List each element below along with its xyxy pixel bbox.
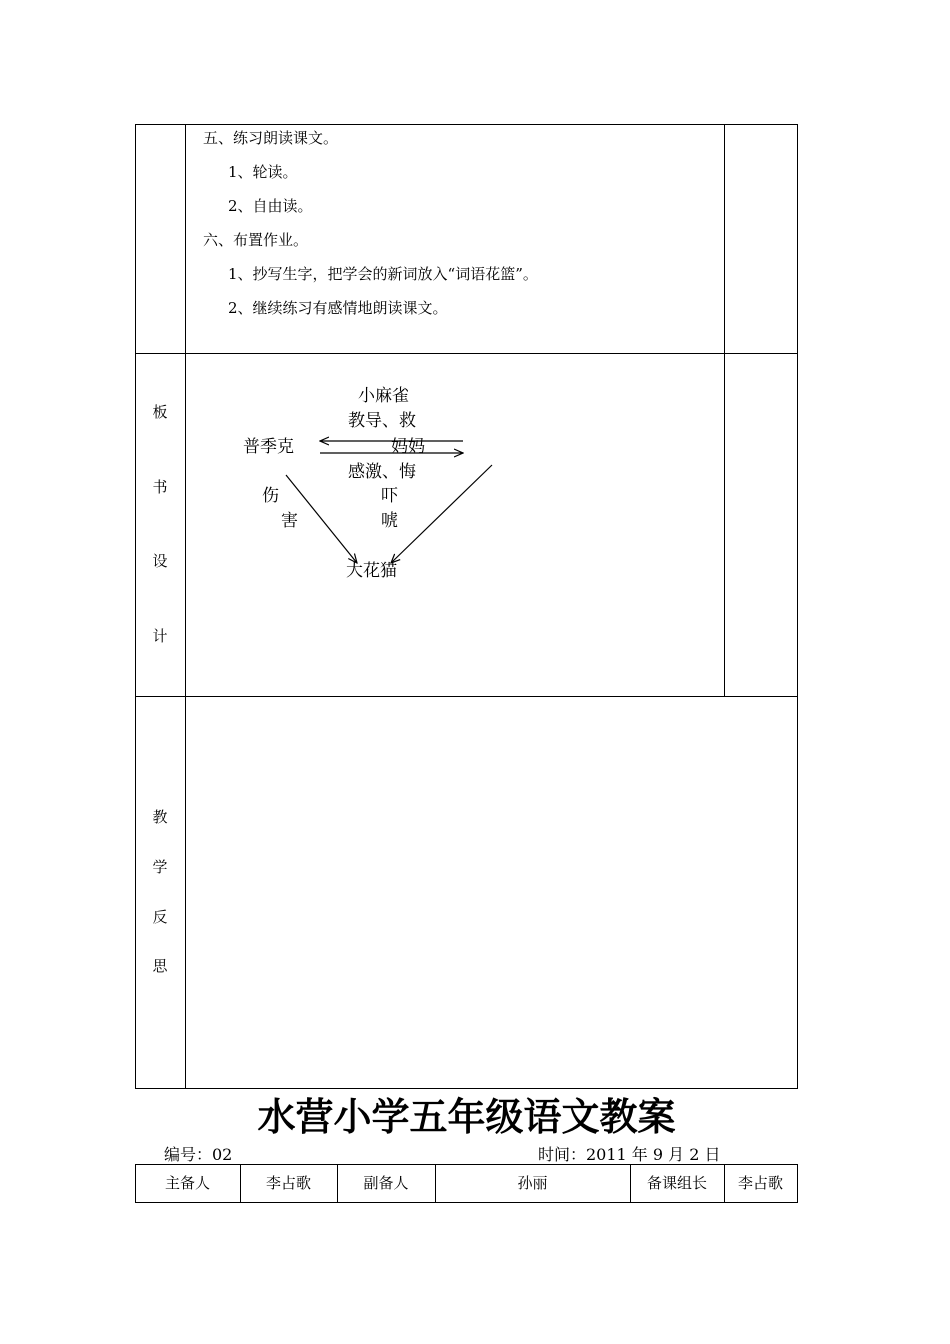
board-mother: 妈妈 [391,437,425,457]
arrow-puji-to-cat [286,475,357,563]
board-label-char-2: 书 [152,478,168,496]
step6-title: 六、布置作业。 [203,231,309,249]
board-label-char-1: 板 [152,403,168,421]
lesson-date: 时间：2011 年 9 月 2 日 [538,1145,721,1164]
staff-col-border-6 [797,1164,798,1202]
group-leader-name: 李占歌 [737,1174,783,1192]
step5-item-1: 1、轮读。 [228,163,298,181]
board-label-char-3: 设 [152,552,168,570]
deputy-preparer-label: 副备人 [363,1174,409,1192]
board-scare-2: 唬 [381,511,398,531]
staff-table-bottom [135,1202,798,1203]
reflection-label-char-4: 思 [152,957,168,975]
board-sparrow: 小麻雀 [358,386,409,406]
lesson-number: 编号：02 [164,1145,233,1164]
reflection-label-char-3: 反 [152,908,168,926]
arrow-sparrow-to-cat [391,465,492,563]
lead-preparer-name: 李占歌 [265,1174,311,1192]
board-hurt-1: 伤 [262,486,279,506]
board-scare-1: 吓 [381,486,398,506]
reflection-label-char-2: 学 [152,858,168,876]
step6-item-1: 1、抄写生字，把学会的新词放入“词语花篮”。 [228,265,538,283]
board-label-char-4: 计 [152,627,168,645]
board-grateful: 感激、悔 [348,462,416,482]
step5-item-2: 2、自由读。 [228,197,313,215]
step6-item-2: 2、继续练习有感情地朗读课文。 [228,299,448,317]
page-title: 水营小学五年级语文教案 [257,1095,676,1139]
group-leader-label: 备课组长 [646,1174,707,1192]
lead-preparer-label: 主备人 [164,1174,210,1192]
reflection-label-char-1: 教 [152,808,168,826]
board-cat: 大花猫 [346,561,397,581]
board-puji: 普季克 [243,437,294,457]
deputy-preparer-name: 孙丽 [517,1174,548,1192]
board-teach-save: 教导、救 [348,411,416,431]
step5-title: 五、练习朗读课文。 [203,129,339,147]
board-hurt-2: 害 [281,511,298,531]
